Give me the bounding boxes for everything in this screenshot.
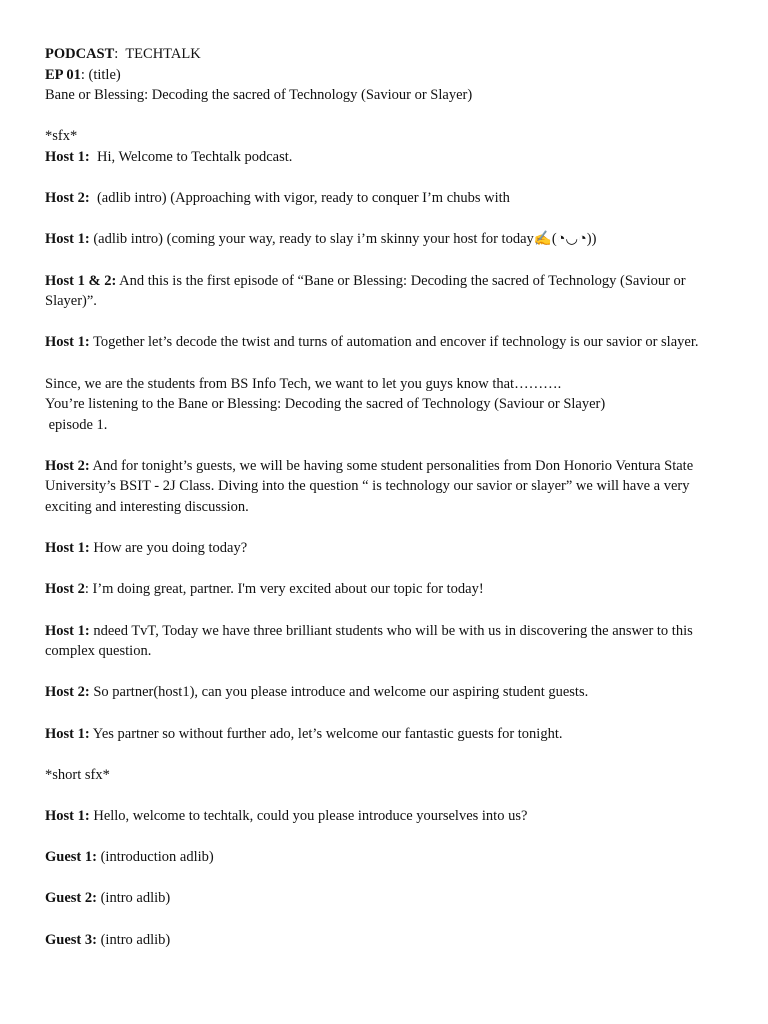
speaker-label: Host 2: — [45, 190, 90, 207]
dialogue-line — [45, 332, 725, 353]
dialogue-text: Together let’s decode the twist and turns of automation and encover if technology is our savior or slayer. — [89, 334, 699, 351]
dialogue-line — [45, 456, 725, 518]
dialogue-text: : I’m doing great, partner. I'm very excited about our topic for today! — [84, 581, 484, 598]
speaker-label: Host 1: — [45, 231, 90, 248]
episode-note: (title) — [88, 66, 121, 83]
speaker-label: Host 1: — [45, 148, 90, 165]
dialogue-line — [45, 724, 725, 745]
dialogue-text: (introduction adlib) — [96, 849, 214, 866]
sfx-cue: *short sfx* — [45, 766, 110, 783]
speaker-label: Host 2 — [45, 581, 85, 598]
dialogue-line — [45, 888, 725, 909]
dialogue-text: ndeed TvT, Today we have three brilliant students who will be with us in discovering the answer to this complex question. — [45, 622, 693, 660]
dialogue-line — [45, 229, 725, 250]
speaker-label: Host 1: — [45, 622, 90, 639]
dialogue-text: (intro adlib) — [96, 890, 171, 907]
dialogue-line — [45, 682, 725, 703]
speaker-label: Host 1: — [45, 807, 90, 824]
dialogue-text: Hi, Welcome to Techtalk podcast. — [89, 148, 293, 165]
dialogue-line — [45, 930, 725, 951]
narration-line: episode 1. — [45, 416, 108, 433]
speaker-label: Host 2: — [45, 684, 90, 701]
dialogue-text: So partner(host1), can you please introduce and welcome our aspiring student guests. — [89, 684, 589, 701]
dialogue-text: How are you doing today? — [89, 540, 248, 557]
podcast-line — [45, 44, 725, 65]
speaker-label: Guest 1: — [45, 849, 97, 866]
episode-title: Bane or Blessing: Decoding the sacred of Technology (Saviour or Slayer) — [45, 87, 473, 104]
dialogue-line — [45, 147, 725, 168]
podcast-label: PODCAST — [45, 46, 115, 62]
dialogue-text: Hello, welcome to techtalk, could you please introduce yourselves into us? — [89, 807, 528, 824]
podcast-sep: : — [114, 46, 126, 62]
speaker-label: Host 1: — [45, 540, 90, 557]
speaker-label: Host 2: — [45, 457, 90, 474]
dialogue-line — [45, 538, 725, 559]
dialogue-line — [45, 579, 725, 600]
narration-line: Since, we are the students from BS Info Tech, we want to let you guys know that………. — [45, 375, 562, 392]
episode-sep: : — [80, 66, 89, 83]
dialogue-line — [45, 806, 725, 827]
dialogue-line — [45, 271, 725, 312]
speaker-label: Host 1: — [45, 334, 90, 351]
speaker-label: Guest 2: — [45, 890, 97, 907]
episode-line — [45, 65, 725, 86]
speaker-label: Guest 3: — [45, 931, 97, 948]
speaker-label: Host 1 & 2: — [45, 272, 117, 289]
dialogue-text: (adlib intro) (Approaching with vigor, ready to conquer I’m chubs with — [89, 190, 510, 207]
dialogue-text: (adlib intro) (coming your way, ready to slay i’m skinny your host for today✍️(◔◡◔)) — [89, 231, 597, 248]
dialogue-line — [45, 847, 725, 868]
episode-label: EP 01 — [45, 66, 81, 83]
podcast-name: TECHTALK — [125, 46, 201, 62]
dialogue-text: Yes partner so without further ado, let’s welcome our fantastic guests for tonight. — [89, 725, 563, 742]
dialogue-text: (intro adlib) — [96, 931, 171, 948]
dialogue-text: And for tonight’s guests, we will be having some student personalities from Don Honorio Ventura State University’s BSIT - 2J Class. Diving into the question “ is technology our savior or slayer” we will have a very exciting and interesting discussion. — [45, 457, 694, 516]
sfx-cue: *sfx* — [45, 128, 78, 145]
document-page — [45, 44, 725, 950]
dialogue-text: And this is the first episode of “Bane or Blessing: Decoding the sacred of Technology (Saviour or Slayer)”. — [45, 272, 686, 310]
speaker-label: Host 1: — [45, 725, 90, 742]
dialogue-line — [45, 621, 725, 662]
dialogue-line — [45, 188, 725, 209]
narration-line: You’re listening to the Bane or Blessing: Decoding the sacred of Technology (Saviour or Slayer) — [45, 396, 606, 413]
